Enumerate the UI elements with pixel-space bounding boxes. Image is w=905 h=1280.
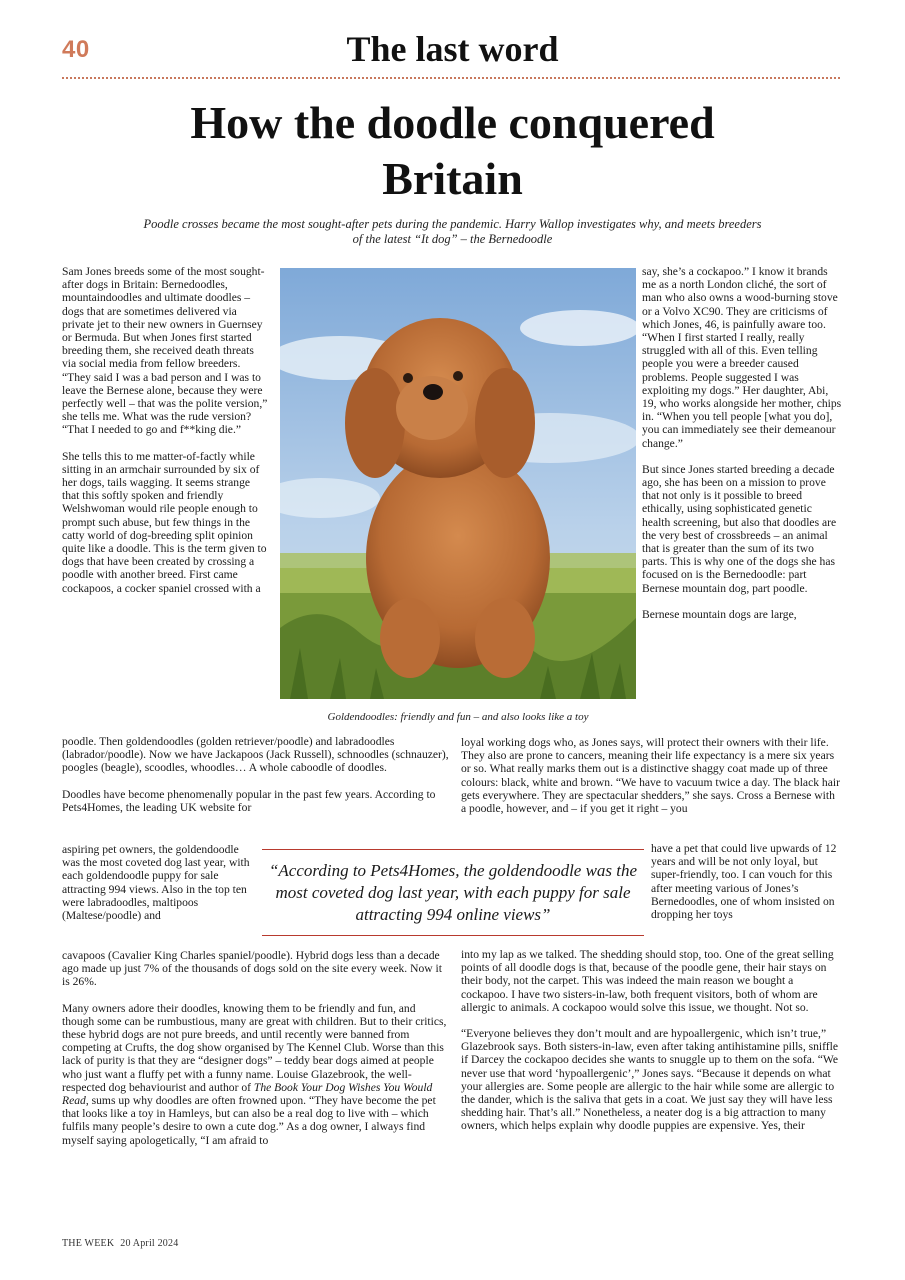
book-title: The Book Your Dog Wishes You Would Read xyxy=(62,1080,433,1108)
paragraph xyxy=(62,1002,450,1147)
paragraph: loyal working dogs who, as Jones says, will protect their owners with their life. They also are prone to cancers, meaning their life expectancy is a mere six years or so. What really marks them out is a distinctive shaggy coat made up of three colours: black, white and brown. “We have to vacuum twice a day. The black hair gets everywhere. They are spectacular shedders,” she says. Cross a Bernese with a poodle, however, and – if you get it right – you xyxy=(461,736,840,816)
right-column-top xyxy=(642,265,842,621)
paragraph: Bernese mountain dogs are large, xyxy=(642,607,797,621)
right-column-bottom xyxy=(461,948,842,1133)
pullquote: “According to Pets4Homes, the goldendoodle was the most coveted dog last year, with each puppy for sale attracting 994 online views” xyxy=(268,861,638,924)
left-column-mid xyxy=(62,735,450,814)
publication-name: THE WEEK xyxy=(62,1238,115,1249)
paragraph: aspiring pet owners, the goldendoodle was the most coveted dog last year, with each goldendoodle puppy for sale attracting 994 views. Also in the top ten were labradoodles, maltipoos (Maltese/poodle) and xyxy=(62,843,250,923)
paragraph-text: , sums up why doodles are often frowned upon. “They have become the pet that looks like a toy in Hamleys, but can also be a real dog to live with – which fulfils many people’s desire to own a cute dog.” As a dog owner, I always find myself saying apologetically, “I am afraid to xyxy=(62,1094,436,1147)
paragraph: cavapoos (Cavalier King Charles spaniel/poodle). Hybrid dogs less than a decade ago made up just 7% of the thousands of dogs sold on the site every week. Now it is 26%. xyxy=(62,949,442,989)
pullquote-bottom-rule xyxy=(262,935,644,936)
article-standfirst: Poodle crosses became the most sought-after pets during the pandemic. Harry Wallop investigates why, and meets breeders of the latest “It dog” – the Bernedoodle xyxy=(143,217,762,246)
left-column-beside-quote xyxy=(62,843,258,922)
paragraph: have a pet that could live upwards of 12 years and will be not only loyal, but super-friendly, too. I can vouch for this after meeting various of Jones’s Bernedoodles, one of whom insisted on dropping her toys xyxy=(651,842,837,922)
article-headline: How the doodle conquered Britain xyxy=(190,97,715,204)
paragraph: Sam Jones breeds some of the most sought-after dogs in Britain: Bernedoodles, mountaindoodles and ultimate doodles – dogs that are sometimes delivered via private jet to their new owners in Guernsey or Bermuda. But when Jones first started breeding them, she received death threats via social media from fellow breeders. “They said I was a bad person and I was to leave the Bernese alone, because they were perfectly well – that was the polite version,” she tells me. What was the rude version? “That I needed to go and f**king die.” xyxy=(62,265,268,437)
right-column-beside-quote xyxy=(651,842,842,921)
paragraph: “Everyone believes they don’t moult and are hypoallergenic, which isn’t true,” Glazebrook says. Both sisters-in-law, even after taking antihistamine pills, sniffle if Darcey the cockapoo decides she wants to snuggle up to them on the sofa. “We never use that word ‘hypoallergenic’,” Jones says. “Because it depends on what your allergies are. Some people are allergic to the hair while some are allergic to the dander, which is the saliva that gets in a coat. We just say they will have less shedding hair. That’s all.” Nonetheless, a neater dog is a big attraction to many owners, which helps explain why doodle puppies are expensive. Yes, their xyxy=(461,1027,839,1133)
header-divider xyxy=(62,77,840,79)
paragraph: into my lap as we talked. The shedding should stop, too. One of the great selling points of all doodle dogs is that, because of the poodle gene, their hair stays on their body, not the carpet. This was indeed the main reason we bought a cockapoo. I have two sisters-in-law, both frequent visitors, both of whom are allergic to animals. A cockapoo would solve this issue, we thought. Not so. xyxy=(461,948,834,1014)
paragraph: say, she’s a cockapoo.” I know it brands me as a north London cliché, the sort of man who also owns a wood-burning stove or a Volvo XC90. They are criticisms of which Jones, 46, is painfully aware too. “When I first started I really, really struggled with all of this. Even telling people you were a breeder caused problems. People suggested I was exploiting my dogs.” Her daughter, Abi, 19, who works alongside her mother, chips in. “When you tell people [what you do], you can immediately see their demeanour change.” xyxy=(642,265,842,450)
section-title: The last word xyxy=(346,29,559,69)
paragraph: poodle. Then goldendoodles (golden retriever/poodle) and labradoodles (labrador/poodle). Now we have Jackapoos (Jack Russell), schnoodles (schnauzer), poogles (beagle), scoodles, whoodles… A whole caboodle of doodles. xyxy=(62,735,449,775)
goldendoodle-photo xyxy=(280,268,636,699)
page-number: 40 xyxy=(62,36,90,63)
paragraph-text: Many owners adore their doodles, knowing them to be friendly and fun, and though some can be rumbustious, many are great with children. But to their critics, these hybrid dogs are not pure breeds, and until recently were banned from competing at Crufts, the dog show organised by The Kennel Club. Worse than this lack of purity is that they are “designer dogs” – teddy bear dogs aimed at people who just want a fluffy pet with a funny name. Louise Glazebrook, the well-respected dog behaviourist and author of xyxy=(62,1001,447,1094)
paragraph: She tells this to me matter-of-factly while sitting in an armchair surrounded by six of her dogs, tails wagging. It seems strange that this softly spoken and friendly Welshwoman would rile people enough to prompt such abuse, but few things in the catty world of dog-breeding split opinion quite like a doodle. This is the term given to dogs that have been created by crossing a poodle with another breed. First came cockapoos, a cocker spaniel crossed with a xyxy=(62,449,267,595)
left-column-bottom xyxy=(62,949,450,1147)
right-column-mid xyxy=(461,736,842,815)
issue-date: 20 April 2024 xyxy=(120,1238,179,1249)
paragraph: Doodles have become phenomenally popular in the past few years. According to Pets4Homes, the leading UK website for xyxy=(62,787,436,814)
paragraph: But since Jones started breeding a decade ago, she has been on a mission to prove that not only is it possible to breed ethically, using sophisticated genetic health screening, but also that doodles are the very best of crossbreeds – an animal that is greater than the sum of its two parts. This is why one of the dogs she has focused on is the Bernedoodle: part Bernese mountain dog, part poodle. xyxy=(642,462,837,595)
pullquote-top-rule xyxy=(262,849,644,850)
page-footer xyxy=(62,1238,184,1249)
photo-caption: Goldendoodles: friendly and fun – and also looks like a toy xyxy=(327,711,589,723)
left-column-top xyxy=(62,265,270,595)
